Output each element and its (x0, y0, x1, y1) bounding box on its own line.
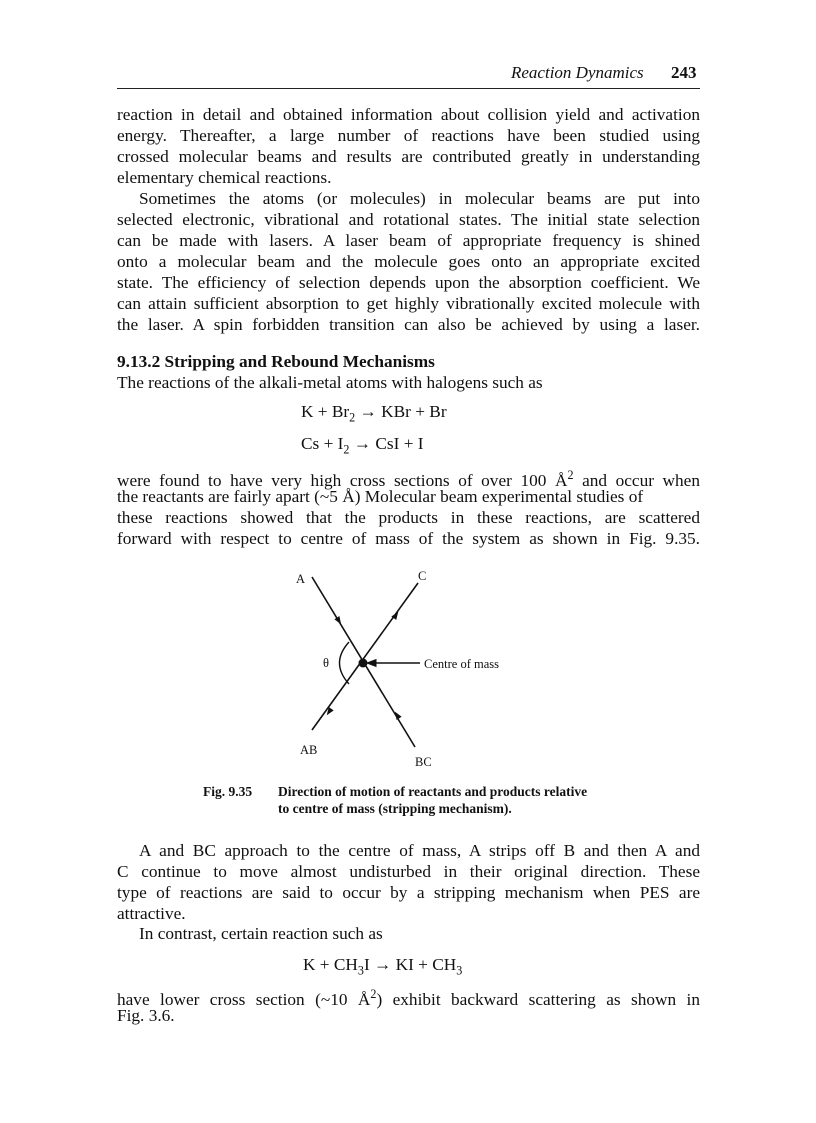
sup: 2 (370, 987, 377, 1001)
eq-text: Cs + I (301, 434, 344, 453)
text-line: attractive. (117, 904, 186, 923)
text-line: type of reactions are said to occur by a stripping mechanism when PES are (117, 883, 700, 902)
text-line: crossed molecular beams and results are contributed greatly in understanding (117, 147, 700, 166)
text: were found to have very high cross sections of over 100 Å (117, 470, 568, 490)
figure-caption-number: Fig. 9.35 (203, 784, 253, 799)
text-line: onto a molecular beam and the molecule goes onto an appropriate excited (117, 252, 700, 271)
section-heading: 9.13.2 Stripping and Rebound Mechanisms (117, 352, 435, 371)
label-a: A (296, 572, 306, 586)
text-line: the reactants are fairly apart (~5 Å) Molecular beam experimental studies of (117, 487, 644, 506)
eq-text: → KBr + Br (355, 402, 447, 421)
eq-sub: 3 (357, 963, 364, 978)
sup: 2 (567, 468, 574, 482)
eq-text: K + CH (303, 955, 358, 974)
text-line: C continue to move almost undisturbed in their original direction. These (117, 862, 700, 881)
text-line: can be made with lasers. A laser beam of appropriate frequency is shined (117, 231, 700, 250)
label-centre-of-mass: Centre of mass (424, 657, 499, 671)
eq-text: → CsI + I (349, 434, 424, 453)
figure-caption: to centre of mass (stripping mechanism). (278, 801, 512, 816)
text-line: reaction in detail and obtained information about collision yield and activation (117, 105, 700, 124)
text-line: elementary chemical reactions. (117, 168, 332, 187)
page-number: 243 (671, 63, 697, 82)
eq-text: K + Br (301, 402, 350, 421)
eq-sub: 3 (456, 963, 463, 978)
arrow-bc-icon (397, 715, 406, 729)
eq-text: I → KI + CH (363, 955, 457, 974)
text-line (117, 984, 701, 1009)
label-bc: BC (415, 755, 432, 769)
text-line: these reactions showed that the products in these reactions, are scattered (117, 508, 700, 527)
label-c: C (418, 569, 427, 583)
text-line: A and BC approach to the centre of mass, A strips off B and then A and (139, 841, 700, 860)
equation-3 (303, 954, 462, 981)
figure-caption: Direction of motion of reactants and products relative (278, 784, 588, 799)
text-line: In contrast, certain reaction such as (139, 924, 383, 943)
text-line: the laser. A spin forbidden transition can also be achieved by using a laser. (117, 315, 700, 334)
text: and occur when (573, 470, 700, 490)
text-line: state. The efficiency of selection depends upon the absorption coefficient. We (117, 273, 700, 292)
running-title: Reaction Dynamics (511, 63, 644, 82)
label-theta: θ (323, 656, 329, 670)
text-line: The reactions of the alkali-metal atoms with halogens such as (117, 373, 543, 392)
eq-sub: 2 (343, 442, 350, 457)
centre-of-mass-dot (359, 659, 368, 668)
text: ) exhibit backward scattering as shown in (376, 989, 701, 1009)
text: have lower cross section (~10 Å (117, 989, 371, 1009)
text-line: selected electronic, vibrational and rotational states. The initial state selection (117, 210, 700, 229)
text-line: forward with respect to centre of mass of the system as shown in Fig. 9.35. (117, 529, 700, 548)
text-line: Fig. 3.6. (117, 1006, 175, 1025)
arrow-c-icon (387, 615, 396, 628)
text-line: can attain sufficient absorption to get highly vibrationally excited molecule with (117, 294, 700, 313)
text-line: Sometimes the atoms (or molecules) in molecular beams are put into (139, 189, 700, 208)
label-ab: AB (300, 743, 318, 757)
eq-sub: 2 (349, 410, 356, 425)
theta-arc (340, 642, 350, 684)
text-line: energy. Thereafter, a large number of reactions have been studied using (117, 126, 700, 145)
